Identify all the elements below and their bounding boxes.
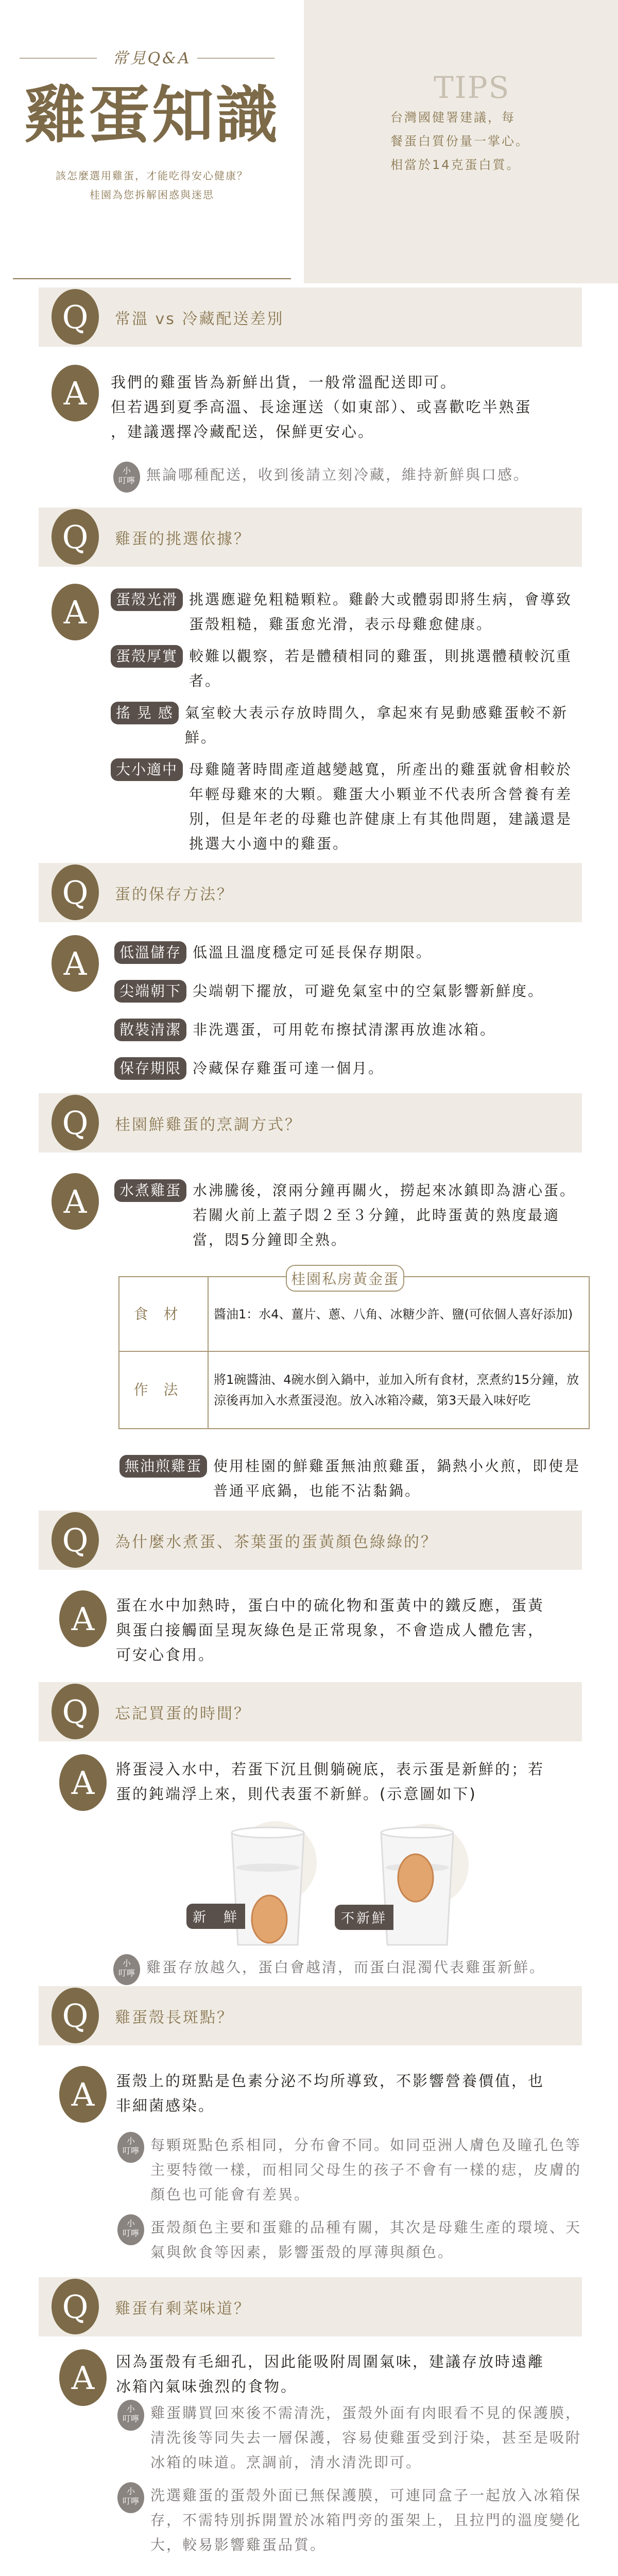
answer-item [119, 1454, 582, 1503]
answer-item [111, 701, 582, 750]
answer-text [116, 2069, 544, 2118]
question-title: 忘記買蛋的時間？ [115, 1704, 251, 1723]
tips-text [390, 106, 529, 177]
question-title: 常溫 vs 冷藏配送差別 [115, 310, 284, 328]
answer-line: 但若遇到夏季高溫、長途運送（如東部）、或喜歡吃半熟蛋 [111, 398, 532, 416]
q-icon: Q [52, 509, 99, 565]
hero-left-panel [0, 0, 304, 283]
a-icon: A [52, 584, 99, 640]
reminder-icon-text: 小 [122, 1958, 131, 1968]
q-icon: Q [52, 1095, 99, 1150]
question-title: 雞蛋有剩菜味道？ [115, 2299, 251, 2318]
a-icon: A [59, 2066, 107, 2123]
item-badge: 搖 晃 感 [111, 702, 179, 724]
answer-text [116, 1593, 544, 1667]
a-icon: A [52, 935, 99, 992]
item-badge: 蛋殼光滑 [111, 588, 183, 611]
reminder-icon-text: 叮嚀 [118, 1968, 135, 1978]
q-icon: Q [52, 289, 99, 345]
item-text: 水沸騰後，滾兩分鐘再關火，撈起來冰鎮即為溏心蛋。若關火前上蓋子悶２至３分鐘，此時蛋黃的熟度最適當，悶5分鐘即全熟。 [193, 1182, 576, 1248]
tip [117, 2483, 583, 2557]
question-bar [39, 1986, 582, 2045]
answer-line: 可安心食用。 [116, 1646, 215, 1664]
question-bar [39, 1093, 582, 1153]
answer-line: 我們的雞蛋皆為新鮮出貨，一般常溫配送即可。 [111, 374, 457, 391]
question-title: 為什麼水煮蛋、茶葉蛋的蛋黃顏色綠綠的？ [115, 1533, 438, 1551]
recipe-title: 桂園私房黃金蛋 [286, 1265, 404, 1292]
question-title: 蛋的保存方法？ [115, 885, 234, 904]
question-bar [39, 287, 582, 347]
answer-line: ，建議選擇冷藏配送，保鮮更安心。 [111, 423, 375, 440]
reminder-icon-text: 叮嚀 [122, 2146, 139, 2156]
tip [117, 2401, 583, 2475]
item-text: 使用桂園的鮮雞蛋無油煎雞蛋，鍋熱小火煎，即使是普通平底鍋，也能不沾黏鍋。 [213, 1458, 581, 1499]
q-icon: Q [52, 865, 99, 920]
divider [13, 278, 291, 279]
item-text: 冷藏保存雞蛋可達一個月。 [193, 1060, 385, 1077]
reminder-icon-text: 叮嚀 [122, 2496, 139, 2506]
tip [113, 1955, 583, 1985]
reminder-icon [113, 1954, 140, 1985]
page-title: 雞蛋知識 [24, 80, 280, 151]
question-bar [39, 863, 582, 922]
reminder-icon-text: 小 [126, 2486, 135, 2496]
answer-line: 與蛋白接觸面呈現灰綠色是正常現象，不會造成人體危害， [116, 1621, 545, 1639]
item-text: 尖端朝下擺放，可避免氣室中的空氣影響新鮮度。 [193, 982, 544, 999]
tips-line: 餐蛋白質份量一掌心。 [390, 134, 529, 148]
answer-text [116, 1757, 544, 1806]
answer-text [111, 370, 532, 444]
question-title: 雞蛋的挑選依據？ [115, 530, 251, 548]
recipe-label: 食材 [119, 1277, 208, 1351]
tip [113, 463, 583, 493]
question-bar [39, 1682, 582, 1741]
answer-line: 蛋的鈍端浮上來，則代表蛋不新鮮。(示意圖如下) [116, 1785, 477, 1803]
egg-float-illustration [185, 1816, 474, 1950]
answer-item [114, 940, 582, 965]
reminder-icon [117, 2400, 144, 2431]
item-badge: 低溫儲存 [114, 941, 186, 964]
item-text: 氣室較大表示存放時間久，拿起來有晃動感雞蛋較不新鮮。 [184, 704, 568, 746]
reminder-icon-text: 叮嚀 [122, 2414, 139, 2424]
a-icon: A [59, 1754, 107, 1811]
reminder-icon [113, 462, 140, 493]
answer-item [114, 1056, 582, 1081]
question-bar [39, 507, 582, 567]
q-icon: Q [52, 1512, 99, 1568]
recipe-value: 將1碗醬油、4碗水倒入鍋中，並加入所有食材，烹煮約15分鐘，放涼後再加入水煮蛋浸泡。放入冰箱冷藏，第3天最入味好吃 [208, 1351, 589, 1429]
q-icon: Q [52, 1684, 99, 1739]
question-bar [39, 2277, 582, 2336]
tip-text: 雞蛋購買回來後不需清洗，蛋殼外面有肉眼看不見的保護膜，清洗後等同失去一層保護，容易使雞蛋受到汙染，甚至是吸附冰箱的味道。烹調前，清水清洗即可。 [150, 2404, 582, 2471]
tips-line: 台灣國健署建議，每 [390, 110, 516, 125]
answer-text [116, 2349, 544, 2399]
answer-line: 因為蛋殼有毛細孔，因此能吸附周圍氣味，建議存放時遠離 [116, 2353, 545, 2370]
subtitle: 該怎麼選用雞蛋，才能吃得安心健康？ [56, 170, 248, 182]
answer-item [111, 587, 582, 637]
qa-tag: 常見Q&A [112, 49, 192, 67]
reminder-icon-text: 小 [126, 2218, 135, 2228]
item-text: 挑選應避免粗糙顆粒。雞齡大或體弱即將生病，會導致蛋殼粗糙，雞蛋愈光滑，表示母雞愈健康。 [189, 591, 573, 633]
item-badge: 無油煎雞蛋 [119, 1455, 207, 1478]
answer-item [114, 979, 582, 1004]
answer-line: 將蛋浸入水中，若蛋下沉且側躺碗底，表示蛋是新鮮的；若 [116, 1760, 545, 1778]
answer-line: 非細菌感染。 [116, 2097, 215, 2114]
question-title: 桂園鮮雞蛋的烹調方式？ [115, 1115, 302, 1134]
answer-line: 蛋殼上的斑點是色素分泌不均所導致，不影響營養價值，也 [116, 2072, 545, 2090]
reminder-icon-text: 小 [122, 466, 131, 476]
answer-item [114, 1178, 582, 1252]
a-icon: A [59, 1590, 107, 1647]
item-badge: 尖端朝下 [114, 980, 186, 1003]
a-icon: A [59, 2349, 107, 2406]
item-text: 母雞隨著時間產道越變越寬，所產出的雞蛋就會相較於年輕母雞來的大顆。雞蛋大小顆並不代表所含營養有差別，但是年老的母雞也許健康上有其他問題，建議還是挑選大小適中的雞蛋。 [189, 761, 573, 852]
tips-line: 相當於14克蛋白質。 [390, 158, 521, 172]
tip-text: 洗選雞蛋的蛋殼外面已無保護膜，可連同盒子一起放入冰箱保存，不需特別拆開置於冰箱門旁的蛋架上，且拉門的溫度變化大，較易影響雞蛋品質。 [150, 2487, 582, 2553]
reminder-icon-text: 小 [126, 2136, 135, 2146]
answer-item [114, 1018, 582, 1042]
item-badge: 大小適中 [111, 758, 183, 781]
answer-line: 蛋在水中加熱時，蛋白中的硫化物和蛋黃中的鐵反應，蛋黃 [116, 1597, 545, 1614]
recipe-label: 作法 [119, 1351, 208, 1429]
q-icon: Q [52, 2279, 99, 2334]
reminder-icon [117, 2482, 144, 2513]
item-badge: 蛋殼厚實 [111, 645, 183, 668]
item-text: 較難以觀察，若是體積相同的雞蛋，則挑選體積較沉重者。 [189, 648, 573, 689]
tip-text: 無論哪種配送，收到後請立刻冷藏，維持新鮮與口感。 [146, 466, 530, 483]
item-badge: 散裝清潔 [114, 1019, 186, 1041]
question-title: 雞蛋殼長斑點？ [115, 2008, 234, 2027]
hero-banner [0, 0, 618, 283]
recipe-table [118, 1276, 590, 1429]
tip [117, 2133, 583, 2207]
item-badge: 保存期限 [114, 1057, 186, 1080]
recipe-value: 醬油1：水4、薑片、蔥、八角、冰糖少許、鹽(可依個人喜好添加) [208, 1277, 589, 1351]
reminder-icon [117, 2132, 144, 2163]
table-row [119, 1351, 589, 1429]
glass-label-fresh: 新 鮮 [186, 1904, 245, 1929]
tips-heading: TIPS [434, 70, 510, 105]
tip [117, 2215, 583, 2265]
a-icon: A [52, 1173, 99, 1230]
egg-icon [252, 1895, 287, 1943]
item-text: 非洗選蛋，可用乾布擦拭清潔再放進冰箱。 [193, 1021, 496, 1038]
answer-line: 冰箱內氣味強烈的食物。 [116, 2378, 298, 2395]
tip-text: 蛋殼顏色主要和蛋雞的品種有關，其次是母雞生產的環境、天氣與飲食等因素，影響蛋殼的厚薄與顏色。 [150, 2219, 582, 2261]
egg-icon [398, 1854, 433, 1902]
a-icon: A [52, 365, 99, 421]
reminder-icon-text: 小 [126, 2404, 135, 2414]
tip-text: 每顆斑點色系相同，分布會不同。如同亞洲人膚色及瞳孔色等主要特徵一樣，而相同父母生的孩子不會有一樣的痣，皮膚的顏色也可能會有差異。 [150, 2137, 582, 2203]
reminder-icon-text: 叮嚀 [122, 2228, 139, 2238]
answer-item [111, 757, 582, 856]
q-icon: Q [52, 1988, 99, 2043]
item-text: 低溫且溫度穩定可延長保存期限。 [193, 944, 433, 961]
question-bar [39, 1511, 582, 1570]
answer-item [111, 644, 582, 693]
tip-text: 雞蛋存放越久，蛋白會越清，而蛋白混濁代表雞蛋新鮮。 [146, 1959, 546, 1976]
subtitle: 桂園為您拆解困惑與迷思 [90, 189, 214, 201]
reminder-icon-text: 叮嚀 [118, 476, 135, 485]
reminder-icon [117, 2214, 144, 2245]
item-badge: 水煮雞蛋 [114, 1179, 186, 1202]
glass-label-stale: 不新鮮 [335, 1905, 393, 1930]
